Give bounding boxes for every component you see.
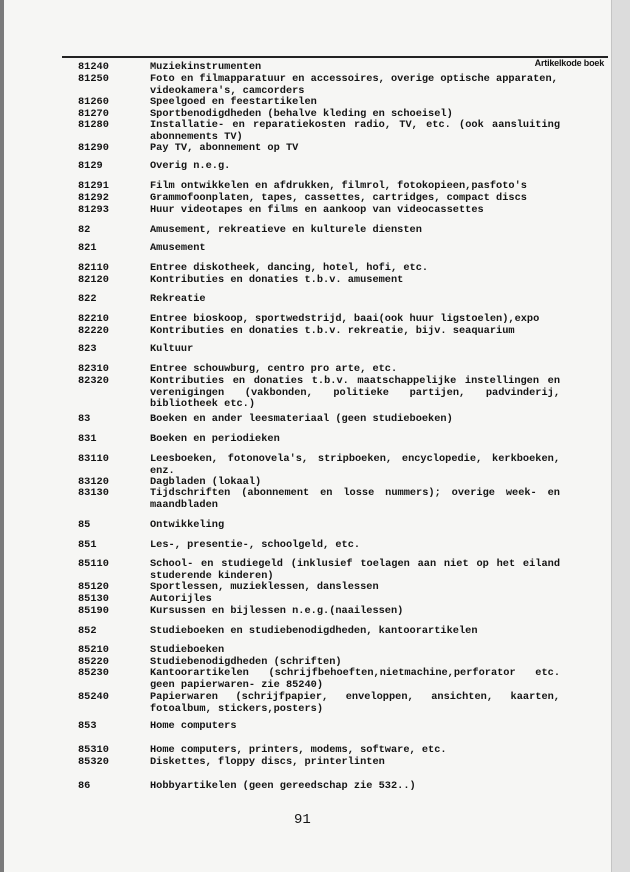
article-code: 85130 [78,593,109,605]
article-description [150,488,560,511]
article-code: 81240 [78,61,109,73]
article-description [150,74,560,97]
article-code: 82120 [78,274,109,286]
article-description [150,745,560,757]
article-description [150,275,560,287]
article-code: 85310 [78,744,109,756]
article-description [150,181,560,193]
description-line: Hobbyartikelen (geen gereedschap zie 532..) [150,780,416,792]
article-description [150,668,560,691]
article-description [150,364,560,376]
description-line: maandbladen [150,498,218,511]
article-code: 81291 [78,180,109,192]
article-description [150,414,560,426]
article-code: 82210 [78,313,109,325]
article-code: 82320 [78,375,109,387]
description-line: Amusement [150,242,206,254]
article-code: 823 [78,343,97,355]
article-description [150,62,560,74]
description-line: Installatie- en reparatiekosten radio, TV, etc. (ook aansluiting [150,119,560,131]
article-code: 85 [78,519,91,531]
description-line: videokamera's, camcorders [150,84,305,97]
article-description [150,193,560,205]
article-code: 82310 [78,363,109,375]
article-description [150,161,560,173]
description-line: Kontributies en donaties t.b.v. amusement [150,274,404,286]
article-code: 82110 [78,262,109,274]
description-line: studerende kinderen) [150,569,274,582]
article-description [150,205,560,217]
article-description [150,582,560,594]
article-description [150,781,560,793]
article-code: 82 [78,224,91,236]
description-line: Muziekinstrumenten [150,61,262,73]
running-header: Artikelkode boek [534,58,604,68]
article-description [150,263,560,275]
description-line: Huur videotapes en films en aankoop van videocassettes [150,204,484,216]
description-line: Tijdschriften (abonnement en losse nummers); overige week- en [150,487,560,499]
description-line: Boeken en periodieken [150,433,280,445]
article-code: 831 [78,433,97,445]
description-line: fotoalbum, stickers,posters) [150,702,324,715]
article-code: 85120 [78,581,109,593]
article-code: 81260 [78,96,109,108]
description-line: Grammofoonplaten, tapes, cassettes, cartridges, compact discs [150,192,527,204]
article-code: 852 [78,625,97,637]
description-line: Sportlessen, muzieklessen, danslessen [150,581,379,593]
article-code: 81280 [78,119,109,131]
article-code: 822 [78,293,97,305]
article-code: 851 [78,539,97,551]
description-line: Home computers, printers, modems, software, etc. [150,744,447,756]
article-code: 85320 [78,756,109,768]
article-description [150,454,560,477]
article-code: 81270 [78,108,109,120]
article-description [150,376,560,411]
article-code: 85240 [78,691,109,703]
scan-left-edge [0,0,4,872]
article-description [150,344,560,356]
article-code: 85220 [78,656,109,668]
article-code: 81250 [78,73,109,85]
article-code: 83110 [78,453,109,465]
description-line: Dagbladen (lokaal) [150,476,262,488]
article-code: 85190 [78,605,109,617]
article-description [150,721,560,733]
description-line: Kontributies en donaties t.b.v. maatschappelijke instellingen en [150,375,560,387]
description-line: Overig n.e.g. [150,160,231,172]
article-description [150,520,560,532]
article-description [150,97,560,109]
article-description [150,540,560,552]
description-line: Papierwaren (schrijfpapier, enveloppen, ansichten, kaarten, [150,691,560,703]
description-line: Studiebenodigdheden (schriften) [150,656,342,668]
article-description [150,294,560,306]
description-line: Studieboeken en studiebenodigdheden, kantoorartikelen [150,625,478,637]
article-code: 85210 [78,644,109,656]
description-line: Kultuur [150,343,194,355]
description-line: Rekreatie [150,293,206,305]
article-description [150,225,560,237]
article-code: 81292 [78,192,109,204]
page-number: 91 [294,812,311,828]
article-code: 853 [78,720,97,732]
description-line: Entree schouwburg, centro pro arte, etc. [150,363,398,375]
article-description [150,434,560,446]
description-line: Studieboeken [150,644,225,656]
description-line: Entree diskotheek, dancing, hotel, hofi, etc. [150,262,429,274]
description-line: Ontwikkeling [150,519,225,531]
description-line: Amusement, rekreatieve en kulturele diensten [150,224,422,236]
description-line: Sportbenodigdheden (behalve kleding en schoeisel) [150,108,453,120]
article-description [150,645,560,657]
header-rule [62,56,608,58]
article-description [150,143,560,155]
description-line: Kantoorartikelen (schrijfbehoeften,nietmachine,perforator etc. [150,667,560,679]
article-description [150,692,560,715]
description-line: Diskettes, floppy discs, printerlinten [150,756,385,768]
description-line: Leesboeken, fotonovela's, stripboeken, encyclopedie, kerkboeken, [150,453,560,465]
article-code: 83130 [78,487,109,499]
description-line: Pay TV, abonnement op TV [150,142,299,154]
article-code: 8129 [78,160,103,172]
description-line: Foto en filmapparatuur en accessoires, overige optische apparaten, [150,73,558,85]
description-line: enz. [150,464,175,477]
description-line: Home computers [150,720,237,732]
article-code: 821 [78,242,97,254]
description-line: abonnements TV) [150,130,243,143]
description-line: bibliotheek etc.) [150,398,256,411]
article-code: 86 [78,780,91,792]
article-description [150,559,560,582]
description-line: Autorijles [150,593,212,605]
article-description [150,314,560,326]
article-description [150,606,560,618]
article-description [150,757,560,769]
description-line: Film ontwikkelen en afdrukken, filmrol, fotokopieen,pasfoto's [150,180,527,192]
article-description [150,243,560,255]
article-description [150,594,560,606]
article-code: 85230 [78,667,109,679]
description-line: verenigingen (vakbonden, politieke partijen, padvinderij, [150,386,560,399]
article-description [150,326,560,338]
article-code: 82220 [78,325,109,337]
article-code: 81290 [78,142,109,154]
scan-right-margin [611,0,630,872]
description-line: Speelgoed en feestartikelen [150,96,317,108]
article-code: 83120 [78,476,109,488]
article-code: 85110 [78,558,109,570]
description-line: Entree bioskoop, sportwedstrijd, baai(ook huur ligstoelen),expo [150,313,540,325]
description-line: Boeken en ander leesmateriaal (geen studieboeken) [150,413,453,425]
description-line: geen papierwaren- zie 85240) [150,678,324,691]
description-line: School- en studiegeld (inklusief toelagen aan niet op het eiland [150,558,560,570]
description-line: Kontributies en donaties t.b.v. rekreatie, bijv. seaquarium [150,325,515,337]
article-description [150,120,560,143]
article-description [150,626,560,638]
description-line: Kursussen en bijlessen n.e.g.(naailessen) [150,605,404,617]
article-code: 81293 [78,204,109,216]
description-line: Les-, presentie-, schoolgeld, etc. [150,539,361,551]
article-code: 83 [78,413,91,425]
